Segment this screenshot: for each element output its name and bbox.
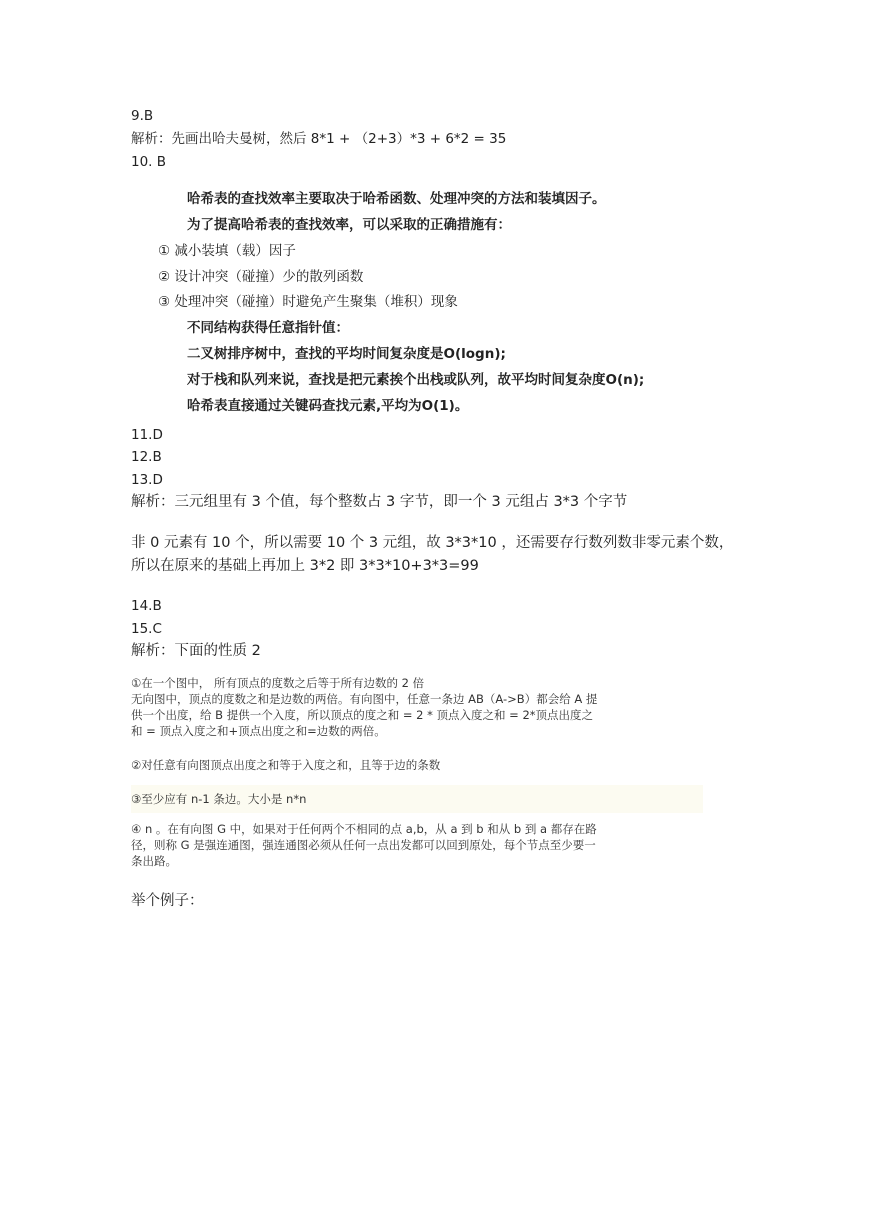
q15-analysis: 解析：下面的性质 2 [131, 643, 261, 659]
q10-line-7: 二叉树排序树中，查找的平均时间复杂度是O(logn); [187, 346, 506, 362]
property-1-line: 无向图中，顶点的度数之和是边数的两倍。有向图中，任意一条边 AB（A->B）都会给 A 提 [131, 692, 598, 706]
property-1-line: 和 = 顶点入度之和+顶点出度之和=边数的两倍。 [131, 724, 386, 738]
property-1-line: ①在一个图中， 所有顶点的度数之后等于所有边数的 2 倍 [131, 676, 425, 690]
q10-line-1: 哈希表的查找效率主要取决于哈希函数、处理冲突的方法和装填因子。 [187, 191, 606, 207]
property-2-block [131, 757, 703, 773]
q14-answer: 14.B [131, 598, 162, 614]
q9-analysis: 解析：先画出哈夫曼树，然后 8*1 + （2+3）*3 + 6*2 = 35 [131, 131, 507, 147]
q13-para-1: 非 0 元素有 10 个，所以需要 10 个 3 元组，故 3*3*10 ，还需要存行数列数非零元素个数， [131, 535, 734, 551]
q10-line-5: ③ 处理冲突（碰撞）时避免产生聚集（堆积）现象 [158, 294, 458, 310]
property-4-line: 条出路。 [131, 854, 177, 868]
q13-para-2: 所以在原来的基础上再加上 3*2 即 3*3*10+3*3=99 [131, 558, 479, 574]
q13-analysis: 解析：三元组里有 3 个值，每个整数占 3 字节，即一个 3 元组占 3*3 个字节 [131, 494, 628, 510]
q11-answer: 11.D [131, 427, 163, 443]
q10-line-3: ① 减小装填（载）因子 [158, 243, 296, 259]
property-1-block [131, 675, 703, 739]
example-label: 举个例子： [131, 893, 204, 909]
q12-answer: 12.B [131, 449, 162, 465]
property-3-block [131, 785, 703, 813]
q9-answer: 9.B [131, 108, 154, 124]
q15-answer: 15.C [131, 621, 162, 637]
q10-line-8: 对于栈和队列来说，查找是把元素挨个出栈或队列，故平均时间复杂度O(n); [187, 372, 645, 388]
q10-answer: 10. B [131, 154, 167, 170]
property-2-line: ②对任意有向图顶点出度之和等于入度之和，且等于边的条数 [131, 758, 441, 772]
q10-line-2: 为了提高哈希表的查找效率，可以采取的正确措施有： [187, 217, 511, 233]
q10-line-6: 不同结构获得任意指针值： [187, 320, 349, 336]
property-1-line: 供一个出度，给 B 提供一个入度，所以顶点的度之和 = 2 * 顶点入度之和 = 2*顶点出度之 [131, 708, 594, 722]
property-3-line: ③至少应有 n-1 条边。大小是 n*n [131, 792, 307, 806]
q10-line-4: ② 设计冲突（碰撞）少的散列函数 [158, 269, 364, 285]
property-4-line: ④ n 。在有向图 G 中，如果对于任何两个不相同的点 a,b，从 a 到 b 和从 b 到 a 都存在路 [131, 822, 597, 836]
property-4-block [131, 821, 703, 869]
q10-line-9: 哈希表直接通过关键码查找元素,平均为O(1)。 [187, 398, 469, 414]
property-4-line: 径，则称 G 是强连通图，强连通图必须从任何一点出发都可以回到原处，每个节点至少要一 [131, 838, 596, 852]
q13-answer: 13.D [131, 472, 163, 488]
